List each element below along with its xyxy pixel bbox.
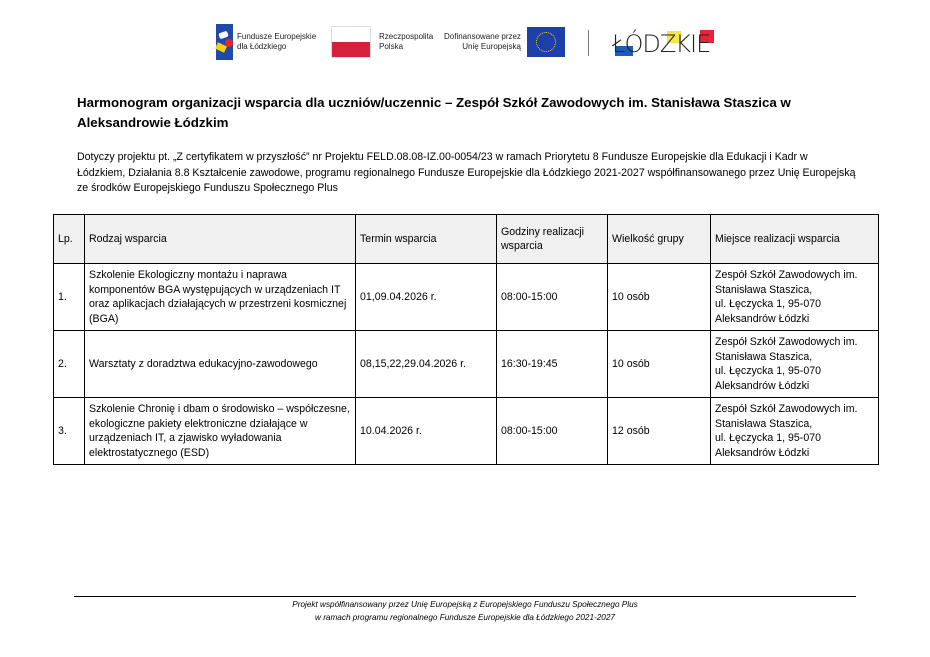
- footer-line2: w ramach programu regionalnego Fundusze Europejskie dla Łódzkiego 2021-2027: [315, 613, 615, 622]
- header-lp: Lp.: [54, 215, 85, 264]
- cell-wielkosc: 10 osób: [608, 331, 711, 398]
- table-header-row: [54, 215, 879, 264]
- logo-separator: [588, 30, 589, 56]
- miejsce-line: Stanisława Staszica,: [715, 350, 813, 363]
- header-wielkosc: Wielkość grupy: [608, 215, 711, 264]
- fe-logo-line2: dla Łódzkiego: [237, 42, 287, 51]
- fe-flag-icon: [216, 24, 233, 60]
- ue-logo-line1: Dofinansowane przez: [444, 32, 521, 41]
- miejsce-line: Zespół Szkół Zawodowych im.: [715, 269, 858, 281]
- cell-godziny: 08:00-15:00: [497, 398, 608, 465]
- footer-divider: [74, 596, 856, 597]
- cell-lp: 3.: [54, 398, 85, 465]
- miejsce-line: ul. Łęczycka 1, 95-070: [715, 298, 821, 310]
- logo-bar: [0, 22, 930, 66]
- cell-miejsce: [711, 264, 879, 331]
- eu-flag-icon: [527, 27, 565, 57]
- cell-termin: 08,15,22,29.04.2026 r.: [356, 331, 497, 398]
- cell-rodzaj: Szkolenie Chronię i dbam o środowisko – współczesne, ekologiczne pakiety elektroniczne działające w urządzeniach IT, a zjawisko wyładowania elektrostatycznego (ESD): [85, 398, 356, 465]
- miejsce-line: Aleksandrów Łódzki: [715, 379, 810, 392]
- header-termin: Termin wsparcia: [356, 215, 497, 264]
- ue-logo: [444, 22, 565, 62]
- cell-miejsce: [711, 398, 879, 465]
- cell-termin: 10.04.2026 r.: [356, 398, 497, 465]
- schedule-table: [53, 214, 879, 465]
- header-godziny: Godziny realizacji wsparcia: [497, 215, 608, 264]
- cell-rodzaj: Szkolenie Ekologiczny montażu i naprawa komponentów BGA występujących w urządzeniach IT oraz aplikacjach działających w przestrzeni kosmicznej (BGA): [85, 264, 356, 331]
- cell-godziny: 08:00-15:00: [497, 264, 608, 331]
- miejsce-line: Zespół Szkół Zawodowych im.: [715, 403, 858, 415]
- cell-wielkosc: 10 osób: [608, 264, 711, 331]
- miejsce-line: ul. Łęczycka 1, 95-070: [715, 365, 821, 377]
- table-row: [54, 331, 879, 398]
- rp-logo-line2: Polska: [379, 42, 404, 51]
- footer-line1: Projekt współfinansowany przez Unię Europejską z Europejskiego Funduszu Społecznego Plus: [292, 600, 638, 609]
- miejsce-line: Stanisława Staszica,: [715, 283, 813, 296]
- page-footer: [74, 598, 856, 624]
- lodzkie-logo: [612, 28, 722, 62]
- cell-godziny: 16:30-19:45: [497, 331, 608, 398]
- miejsce-line: Stanisława Staszica,: [715, 417, 813, 430]
- miejsce-line: Aleksandrów Łódzki: [715, 446, 810, 459]
- polish-flag-icon: [331, 26, 371, 58]
- cell-wielkosc: 12 osób: [608, 398, 711, 465]
- project-intro: Dotyczy projektu pt. „Z certyfikatem w przyszłość” nr Projektu FELD.08.08-IZ.00-0054/23 w ramach Priorytetu 8 Fundusze Europejskie dla Edukacji i Kadr w Łódzkiem, Działania 8.8 Kształcenie zawodowe, programu regionalnego Fundusze Europejskie dla Łódzkiego 2021-2027 współfinansowanego przez Unię Europejską ze środków Europejskiego Funduszu Społecznego Plus: [77, 151, 856, 194]
- table-row: [54, 398, 879, 465]
- header-rodzaj: Rodzaj wsparcia: [85, 215, 356, 264]
- rp-logo-line1: Rzeczpospolita: [379, 32, 434, 41]
- document-title: Harmonogram organizacji wsparcia dla uczniów/uczennic – Zespół Szkół Zawodowych im. Stanisława Staszica w Aleksandrowie Łódzkim: [77, 95, 791, 130]
- table-row: [54, 264, 879, 331]
- lodzkie-wordmark: ŁÓDZKIE: [612, 30, 711, 58]
- header-miejsce: Miejsce realizacji wsparcia: [711, 215, 879, 264]
- cell-termin: 01,09.04.2026 r.: [356, 264, 497, 331]
- miejsce-line: Zespół Szkół Zawodowych im.: [715, 336, 858, 348]
- miejsce-line: ul. Łęczycka 1, 95-070: [715, 432, 821, 444]
- miejsce-line: Aleksandrów Łódzki: [715, 312, 810, 325]
- fe-lodzkie-logo: [216, 22, 316, 62]
- cell-miejsce: [711, 331, 879, 398]
- cell-rodzaj: Warsztaty z doradztwa edukacyjno-zawodowego: [85, 331, 356, 398]
- rp-logo: [331, 22, 433, 62]
- cell-lp: 2.: [54, 331, 85, 398]
- ue-logo-line2: Unię Europejską: [462, 42, 521, 51]
- cell-lp: 1.: [54, 264, 85, 331]
- fe-logo-line1: Fundusze Europejskie: [237, 32, 317, 41]
